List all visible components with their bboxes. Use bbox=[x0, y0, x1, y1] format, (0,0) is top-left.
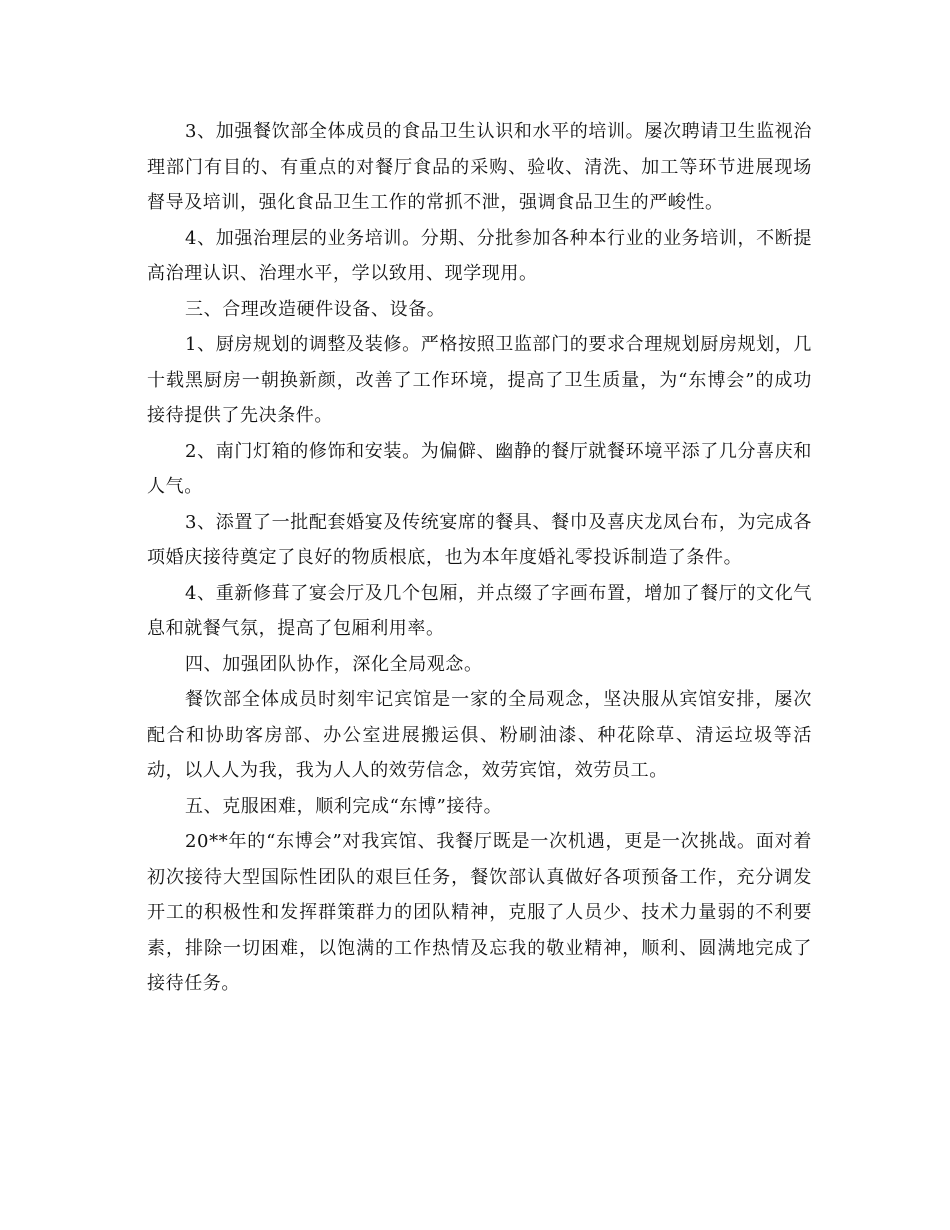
paragraph-teamwork: 餐饮部全体成员时刻牢记宾馆是一家的全局观念，坚决服从宾馆安排，屡次配合和协助客房部、办公室进展搬运俱、粉刷油漆、种花除草、清运垃圾等活动，以人人为我，我为人人的效劳信念，效劳宾馆，效劳员工。 bbox=[147, 689, 812, 781]
section-heading-expo-reception: 五、克服困难，顺利完成“东博”接待。 bbox=[185, 795, 503, 817]
paragraph-banquet-hall-renovation: 4、重新修葺了宴会厅及几个包厢，并点缀了字画布置，增加了餐厅的文化气息和就餐气氛，提高了包厢利用率。 bbox=[147, 582, 812, 639]
paragraph-lightbox-installation: 2、南门灯箱的修饰和安装。为偏僻、幽静的餐厅就餐环境平添了几分喜庆和人气。 bbox=[147, 440, 812, 497]
section-heading-hardware: 三、合理改造硬件设备、设备。 bbox=[185, 298, 446, 320]
section-heading-teamwork: 四、加强团队协作，深化全局观念。 bbox=[185, 653, 483, 675]
document-body bbox=[147, 114, 812, 1002]
paragraph-management-training: 4、加强治理层的业务培训。分期、分批参加各种本行业的业务培训，不断提高治理认识、治理水平，学以致用、现学现用。 bbox=[147, 227, 812, 284]
paragraph-kitchen-renovation: 1、厨房规划的调整及装修。严格按照卫监部门的要求合理规划厨房规划，几十载黑厨房一朝换新颜，改善了工作环境，提高了卫生质量，为“东博会”的成功接待提供了先决条件。 bbox=[147, 334, 812, 426]
paragraph-tableware-purchase: 3、添置了一批配套婚宴及传统宴席的餐具、餐巾及喜庆龙凤台布，为完成各项婚庆接待奠定了良好的物质根底，也为本年度婚礼零投诉制造了条件。 bbox=[147, 511, 812, 568]
paragraph-expo-reception: 20**年的“东博会”对我宾馆、我餐厅既是一次机遇，更是一次挑战。面对着初次接待大型国际性团队的艰巨任务，餐饮部认真做好各项预备工作，充分调发开工的积极性和发挥群策群力的团队精神，克服了人员少、技术力量弱的不利要素，排除一切困难，以饱满的工作热情及忘我的敬业精神，顺利、圆满地完成了接待任务。 bbox=[147, 831, 812, 994]
paragraph-food-hygiene-training: 3、加强餐饮部全体成员的食品卫生认识和水平的培训。屡次聘请卫生监视治理部门有目的、有重点的对餐厅食品的采购、验收、清洗、加工等环节进展现场督导及培训，强化食品卫生工作的常抓不泄，强调食品卫生的严峻性。 bbox=[147, 121, 812, 213]
